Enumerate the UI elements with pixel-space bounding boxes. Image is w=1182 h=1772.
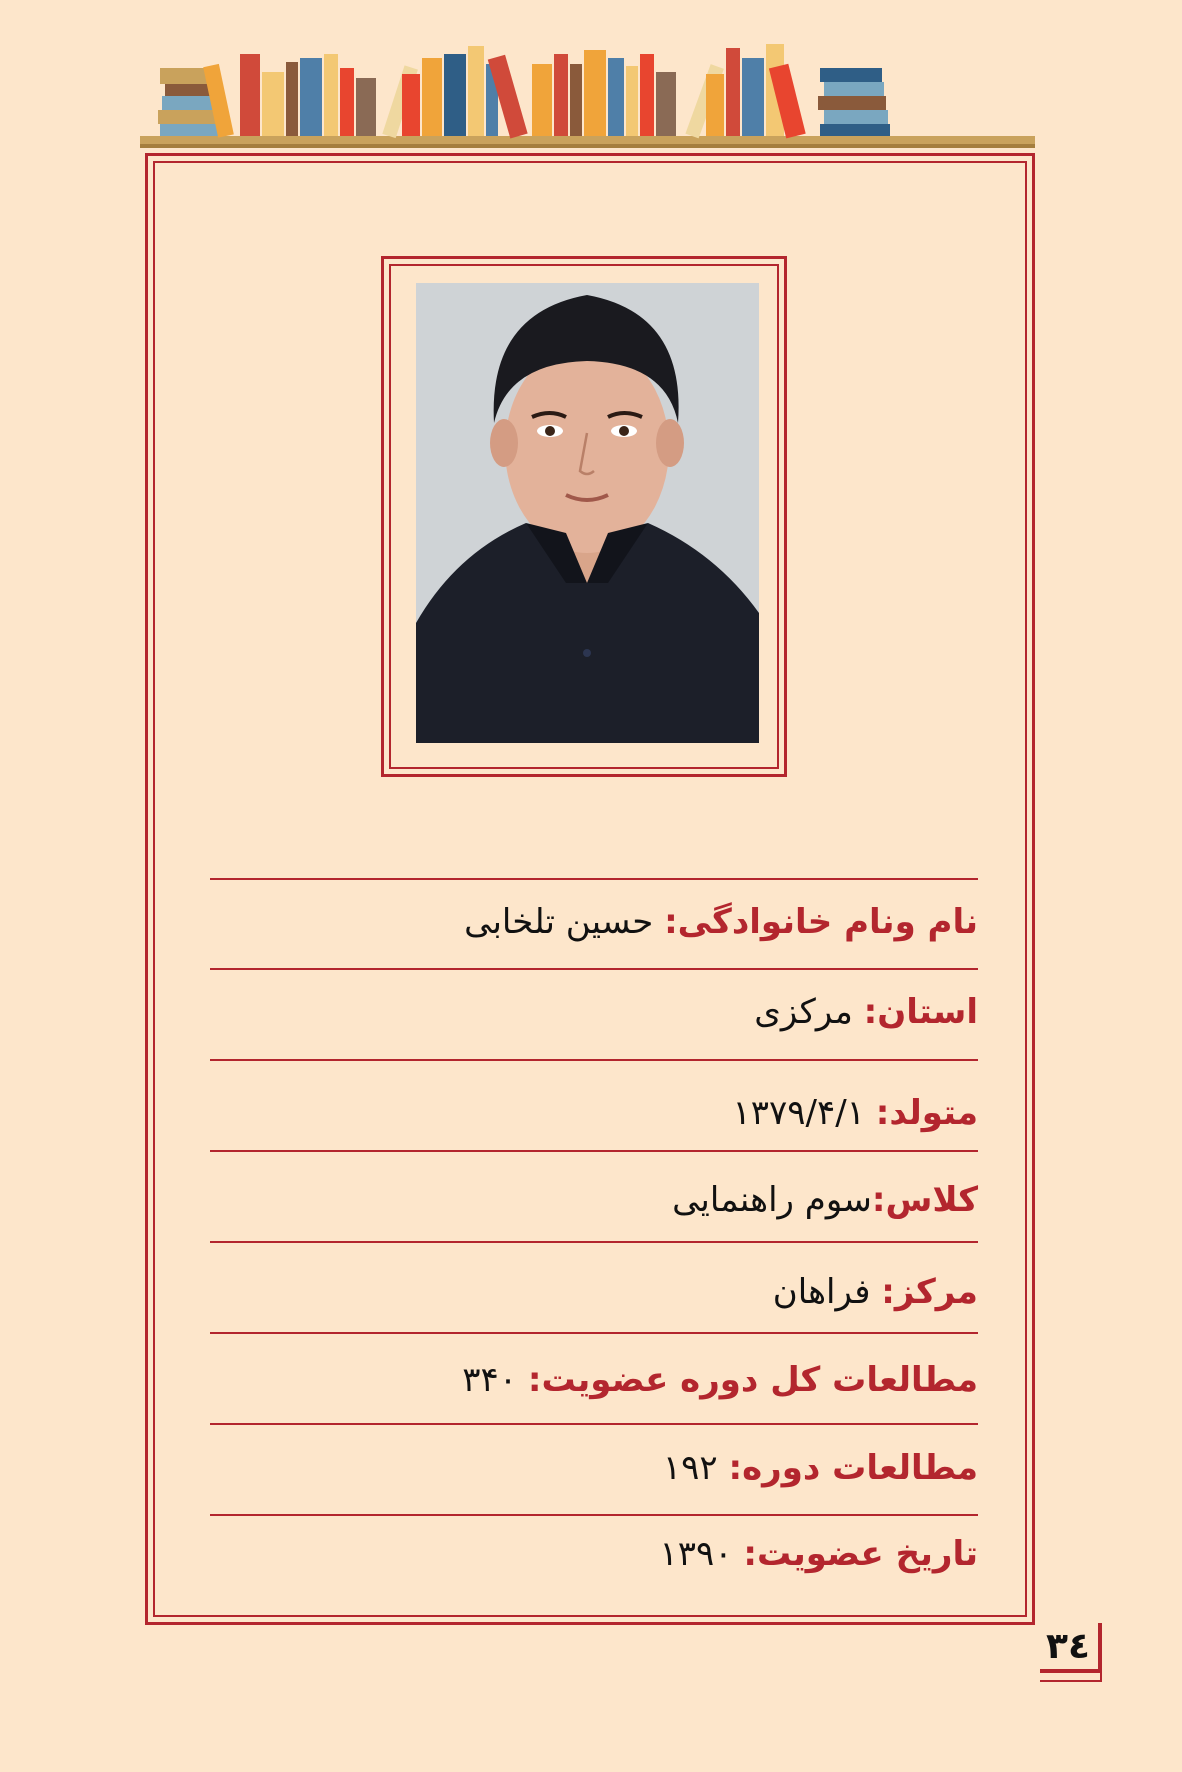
- divider-line: [210, 1241, 978, 1243]
- membership-date-value: ۱۳۹۰: [659, 1534, 733, 1574]
- total-reading-label: مطالعات کل دوره عضویت:: [527, 1360, 978, 1400]
- info-row-membership-date: [660, 1532, 978, 1576]
- class-value: سوم راهنمایی: [672, 1180, 872, 1220]
- center-label: مرکز:: [881, 1272, 978, 1312]
- name-label: نام ونام خانوادگی:: [664, 902, 978, 942]
- period-reading-label: مطالعات دوره:: [728, 1448, 978, 1488]
- province-label: استان:: [863, 992, 978, 1032]
- info-row-class: [672, 1178, 978, 1222]
- portrait-photo: [416, 283, 759, 743]
- info-row-total-reading: [462, 1358, 978, 1402]
- page-number: ٣٤: [1046, 1626, 1090, 1667]
- info-row-period-reading: [663, 1446, 978, 1490]
- info-row-name: [464, 900, 978, 944]
- center-value: فراهان: [772, 1272, 871, 1312]
- total-reading-value: ۳۴۰: [462, 1360, 518, 1400]
- divider-line: [210, 1423, 978, 1425]
- divider-line: [210, 968, 978, 970]
- info-row-center: [773, 1270, 978, 1314]
- membership-date-label: تاریخ عضویت:: [743, 1534, 978, 1574]
- divider-line: [210, 878, 978, 880]
- divider-line: [210, 1059, 978, 1061]
- birth-label: متولد:: [875, 1093, 978, 1133]
- class-label: کلاس:: [871, 1180, 978, 1220]
- portrait-illustration: [416, 283, 759, 743]
- divider-line: [210, 1150, 978, 1152]
- name-value: حسین تلخابی: [464, 902, 654, 942]
- birth-value: ۱۳۷۹/۴/۱: [732, 1093, 865, 1133]
- province-value: مرکزی: [754, 992, 853, 1032]
- info-row-birth: [732, 1091, 978, 1135]
- divider-line: [210, 1514, 978, 1516]
- period-reading-value: ۱۹۲: [662, 1448, 718, 1488]
- bookshelf-illustration: [140, 44, 1035, 154]
- info-row-province: [754, 990, 978, 1034]
- divider-line: [210, 1332, 978, 1334]
